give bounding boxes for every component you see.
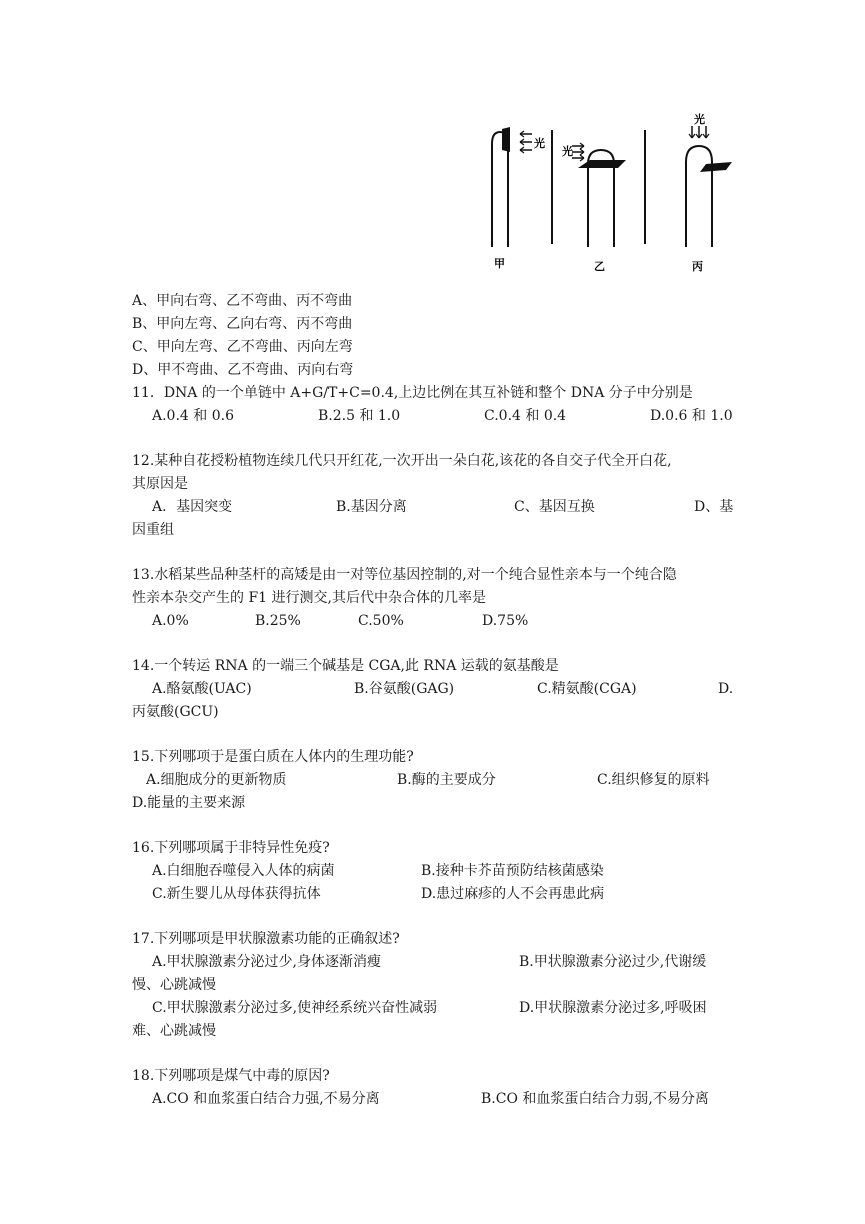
coleoptile-figure [480,112,740,280]
q17-option-d: D.甲状腺激素分泌过多,呼吸困 [519,1000,707,1016]
q11-option-c: C.0.4 和 0.4 [484,408,567,424]
q14-option-d: D. [718,681,734,697]
q13-stem-line2: 性亲本杂交产生的 F1 进行测交,其后代中杂合体的几率是 [132,590,486,606]
q14-option-d-continued: 丙氨酸(GCU) [132,704,219,720]
label-bing: 丙 [692,260,703,273]
q15-option-c: C.组织修复的原料 [597,772,710,788]
q17-option-a: A.甲状腺激素分泌过少,身体逐渐消瘦 [152,954,382,970]
q11-option-d: D.0.6 和 1.0 [650,408,733,424]
q12-option-c: C、基因互换 [514,499,595,515]
light-label-bing: 光 [694,113,705,126]
q12-stem-line1: 12.某种自花授粉植物连续几代只开红花,一次开出一朵白花,该花的各自交子代全开白花, [132,453,672,469]
q17-option-c: C.甲状腺激素分泌过多,使神经系统兴奋性减弱 [152,1000,438,1016]
q13-option-d: D.75% [482,613,529,629]
q18-stem: 18.下列哪项是煤气中毒的原因? [132,1068,330,1084]
q16-option-a: A.白细胞吞噬侵入人体的病菌 [152,863,335,879]
q18-option-b: B.CO 和血浆蛋白结合力弱,不易分离 [481,1091,709,1107]
light-label-jia: 光 [534,137,545,150]
q15-stem: 15.下列哪项于是蛋白质在人体内的生理功能? [132,749,414,765]
q10-option-d: D、甲不弯曲、乙不弯曲、丙向右弯 [132,362,354,378]
q16-stem: 16.下列哪项属于非特异性免疫? [132,840,330,856]
q16-option-d: D.患过麻疹的人不会再患此病 [421,886,605,902]
q15-option-b: B.酶的主要成分 [397,772,496,788]
coleoptile-diagram [480,112,740,280]
q11-option-a: A.0.4 和 0.6 [152,408,234,424]
q14-stem: 14.一个转运 RNA 的一端三个碱基是 CGA,此 RNA 运载的氨基酸是 [132,658,559,674]
q11-option-b: B.2.5 和 1.0 [318,408,401,424]
q12-option-b: B.基因分离 [336,499,407,515]
q13-option-c: C.50% [358,613,404,629]
label-jia: 甲 [494,257,505,270]
q18-option-a: A.CO 和血浆蛋白结合力强,不易分离 [152,1091,380,1107]
q12-option-d: D、基 [694,499,734,515]
q11-stem: 11．DNA 的一个单链中 A+G/T+C=0.4,上边比例在其互补链和整个 DNA 分子中分别是 [132,385,693,401]
q14-option-b: B.谷氨酸(GAG) [354,681,455,697]
q12-stem-line2: 其原因是 [132,476,188,492]
q16-option-b: B.接种卡芥苗预防结核菌感染 [421,863,604,879]
q17-option-d-continued: 难、心跳减慢 [132,1023,216,1039]
light-label-yi: 光 [562,145,573,158]
q15-option-d: D.能量的主要来源 [132,795,246,811]
q17-option-b-continued: 慢、心跳减慢 [132,977,216,993]
q14-option-c: C.精氨酸(CGA) [537,681,637,697]
q12-option-d-continued: 因重组 [132,522,174,538]
q10-option-b: B、甲向左弯、乙向右弯、丙不弯曲 [132,316,353,332]
q14-option-a: A.酪氨酸(UAC) [152,681,252,697]
q17-option-b: B.甲状腺激素分泌过少,代谢缓 [519,954,707,970]
q13-option-a: A.0% [152,613,189,629]
label-yi: 乙 [594,260,605,273]
q17-stem: 17.下列哪项是甲状腺激素功能的正确叙述? [132,931,400,947]
q10-option-a: A、甲向右弯、乙不弯曲、丙不弯曲 [132,293,353,309]
q10-option-c: C、甲向左弯、乙不弯曲、丙向左弯 [132,339,353,355]
seedling-bing [686,126,732,247]
q13-option-b: B.25% [255,613,301,629]
seedling-yi [572,130,645,247]
q16-option-c: C.新生婴儿从母体获得抗体 [152,886,321,902]
q12-option-a: A．基因突变 [152,499,233,515]
q15-option-a: A.细胞成分的更新物质 [146,772,287,788]
q13-stem-line1: 13.水稻某些品种茎杆的高矮是由一对等位基因控制的,对一个纯合显性亲本与一个纯合隐 [132,567,677,583]
